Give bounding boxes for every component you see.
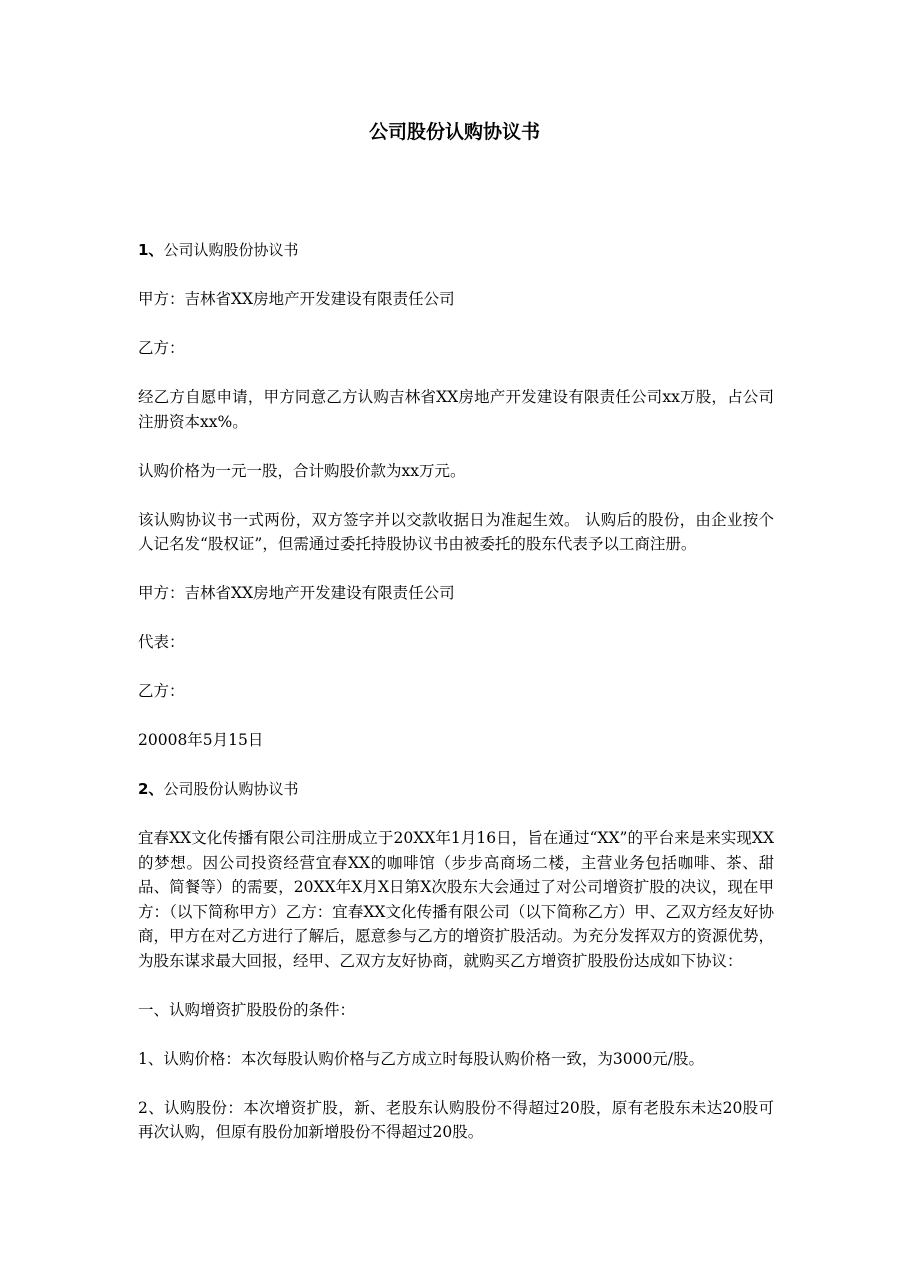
section-1-party-a: 甲方：吉林省XX房地产开发建设有限责任公司 <box>138 290 455 308</box>
section-1-price-paragraph: 认购价格为一元一股，合计购股价款为xx万元。 <box>138 461 466 480</box>
section-1-sign-representative: 代表： <box>138 633 185 651</box>
section-2-clause-shares: 2、认购股份：本次增资扩股，新、老股东认购股份不得超过20股，原有老股东未达20股可再次认购，但原有股份加新增股份不得超过20股。 <box>138 1098 774 1141</box>
document-title: 公司股份认购协议书 <box>368 121 540 143</box>
section-2-clause-heading: 一、认购增资扩股股份的条件： <box>138 1000 356 1019</box>
section-1-sign-party-b: 乙方： <box>138 682 185 700</box>
section-1-heading <box>138 238 774 263</box>
section-2-intro-paragraph: 宜春XX文化传播有限公司注册成立于20XX年1月16日，旨在通过“XX”的平台来是来实现XX的梦想。因公司投资经营宜春XX的咖啡馆（步步高商场二楼，主营业务包括咖啡、茶、甜品、简餐等）的需要，20XX年X月X日第X次股东大会通过了对公司增资扩股的决议，现在甲方：（以下简称甲方）乙方：宜春XX文化传播有限公司（以下简称乙方）甲、乙双方经友好协商，甲方在对乙方进行了解后，愿意参与乙方的增资扩股活动。为充分发挥双方的资源优势，为股东谋求最大回报，经甲、乙双方友好协商，就购买乙方增资扩股股份达成如下协议： <box>138 829 774 970</box>
section-1-party-b: 乙方： <box>138 339 185 357</box>
section-2-clause-price: 1、认购价格：本次每股认购价格与乙方成立时每股认购价格一致，为3000元/股。 <box>138 1049 705 1068</box>
section-1-heading-text: 公司认购股份协议书 <box>163 241 299 259</box>
document-body <box>138 238 774 1169</box>
section-1-sign-date: 20008年5月15日 <box>138 731 264 749</box>
section-2-heading <box>138 777 774 802</box>
section-1-sign-party-a: 甲方：吉林省XX房地产开发建设有限责任公司 <box>138 584 455 602</box>
section-1-number: 1、 <box>138 241 164 259</box>
section-2-heading-text: 公司股份认购协议书 <box>163 780 299 798</box>
section-2-number: 2、 <box>138 780 164 798</box>
section-1-effect-paragraph: 该认购协议书一式两份，双方签字并以交款收据日为准起生效。 认购后的股份，由企业按个人记名发“股权证”，但需通过委托持股协议书由被委托的股东代表予以工商注册。 <box>138 510 774 553</box>
section-1-subscription-paragraph: 经乙方自愿申请，甲方同意乙方认购吉林省XX房地产开发建设有限责任公司xx万股，占公司注册资本xx%。 <box>138 388 774 431</box>
